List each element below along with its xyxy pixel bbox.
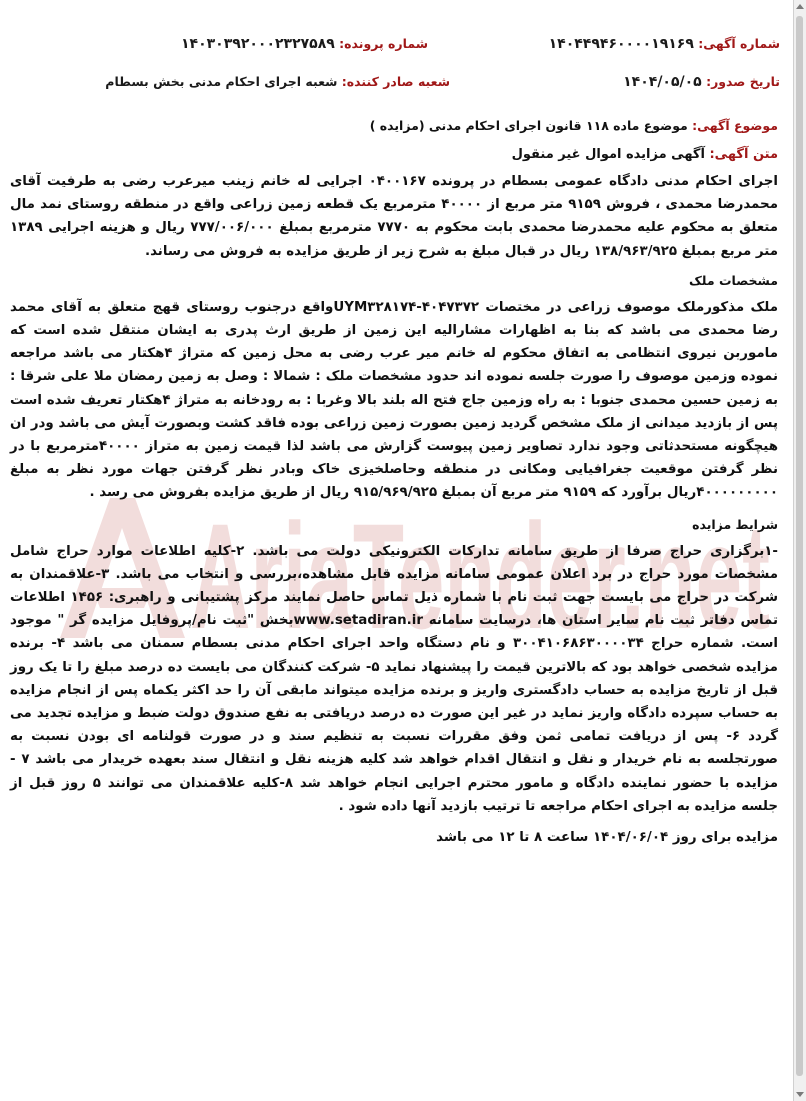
notice-number-row bbox=[549, 36, 780, 52]
auction-date-line: مزایده برای روز ۱۴۰۴/۰۶/۰۴ ساعت ۸ تا ۱۲ می باشد bbox=[436, 830, 778, 846]
scroll-down-arrow-icon[interactable] bbox=[796, 1092, 804, 1097]
scroll-up-arrow-icon[interactable] bbox=[796, 4, 804, 9]
intro-paragraph: اجرای احکام مدنی دادگاه عمومی بسطام در پرونده ۰۴۰۰۱۶۷ اجرایی له خانم زینب میرعرب رضی به طرفیت آقای محمدرضا محمدی ، فروش ۹۱۵۹ متر مربع از ۴۰۰۰۰ مترمربع یک قطعه زمین زراعی واقع در منطقه روستای نمد مال متعلق به محکوم علیه محمدرضا محمدی بابت محکوم به ۷۷۷۰ مترمربع بمبلغ ۷۷۷/۰۰۶/۰۰۰ ریال و هزینه اجرایی ۱۳۸۹ متر مربع بمبلغ ۱۳۸/۹۶۳/۹۲۵ ریال در قبال مبلغ به شرح زیر از طریق مزایده به فروش می رساند. bbox=[10, 174, 779, 259]
ad-text-label: متن آگهی: bbox=[709, 147, 778, 162]
case-number: ۱۴۰۳۰۳۹۲۰۰۰۲۳۲۷۵۸۹ bbox=[181, 36, 335, 52]
subject-text: موضوع ماده ۱۱۸ قانون اجرای احکام مدنی (مزایده ) bbox=[369, 118, 688, 133]
notice-body bbox=[10, 118, 778, 845]
ad-title: آگهی مزایده اموال غیر منقول bbox=[511, 147, 705, 162]
issue-date: ۱۴۰۴/۰۵/۰۵ bbox=[623, 74, 702, 90]
subject-label: موضوع آگهی: bbox=[692, 118, 778, 133]
case-number-label: شماره پرونده: bbox=[339, 36, 428, 51]
notice-number: ۱۴۰۴۴۹۴۶۰۰۰۰۱۹۱۶۹ bbox=[548, 36, 694, 52]
property-heading: مشخصات ملک bbox=[688, 272, 778, 288]
issuer-row bbox=[105, 74, 450, 89]
watermark-text: AriaTender.net bbox=[190, 492, 770, 648]
scroll-thumb[interactable] bbox=[796, 16, 803, 1076]
subject-line bbox=[10, 118, 778, 133]
conditions-heading: شرایط مزایده bbox=[692, 516, 778, 532]
issuer-label: شعبه صادر کننده: bbox=[341, 74, 450, 89]
case-number-row bbox=[181, 36, 428, 52]
property-paragraph: ملک مذکورملک موصوف زراعی در مختصات UYM۳۲۸۱۷۴-۴۰۴۷۳۷۲واقع درجنوب روستای قهج متعلق به آقای محمد رضا محمدی می باشد که بنا به اظهارات مشارالیه این زمین از طریق ارث پدری به ایشان منتقل شده است که ماموربن نیروی انتظامی به اتفاق محکوم له خانم میر عرب رضی به محل زمین که متراژ ۴هکتار می باشد مراجعه نموده وزمین موصوف را صورت جلسه نموده اند حدود مشخصات ملک : شمالا : وصل به زمین رمضان ملا علی شرقا : به زمین حسین محمدی جنوبا : به راه وزمین جاج فتح اله بلند بالا وغربا : به رودخانه به متراژ ۴هکتار تعریف شده است پس از بازدید میدانی از ملک مشخص گردید زمین بصورت زمین زراعی بوده فاقد کشت وبصورت آیش می باشد ودر ان هیچگونه مستحدثاتی وجود ندارد تصاویر زمین پیوست گزارش می باشد لذا قیمت زمین به متراز ۴۰۰۰۰مترمربع با در نظر گرفتن موقعیت جغرافیایی ومکانی در منطقه وحاصلخیزی خاک وبادر نظر گرفتن جهات مورد نظر به مبلغ ۴۰۰۰۰۰۰۰۰۰ریال برآورد که ۹۱۵۹ متر مربع آن بمبلغ ۹۱۵/۹۶۹/۹۲۵ ریال از طریق مزایده بفروش می رسد . bbox=[10, 299, 778, 501]
issuer: شعبه اجرای احکام مدنی بخش بسطام bbox=[105, 74, 338, 89]
conditions-paragraph: -۱برگزاری حراج صرفا از طریق سامانه تدارکات الکترونیکی دولت می باشد. ۲-کلیه اطلاعات موارد حراج شامل مشخصات مورد حراج در برد اعلان عمومی سامانه مزایده قابل مشاهده،بررسی و انتخاب می باشد. ۳-علاقمندان به شرکت در حراج می بایست جهت ثبت نام با شماره ذیل تماس حاصل نمایند مرکز پشتیبانی و راهبری: ۱۴۵۶ اطلاعات تماس دفاتر ثبت نام سایر استان ها، درسایت سامانه www.setadiran.irبخش "ثبت نام/پروفایل مزایده گر " موجود است. شماره حراج ۳۰۰۴۱۰۶۸۶۳۰۰۰۰۳۴ و نام دستگاه واحد اجرای احکام مدنی بسطام سمنان می باشد ۴- برنده مزایده شخصی خواهد بود که بالاترین قیمت را پیشنهاد نماید ۵- شرکت کنندگان می بایست ده درصد مبلغ را تا یک روز قبل از تاریخ مزایده به حساب دادگستری واریز و برنده مزایده میتواند مابقی آن را حد اکثر یکماه پس از انجام مزایده به حساب سپرده دادگاه واریز نماید در غیر این صورت ده درصد دریافتی به نفع صندوق دولت ضبط و مزایده تجدید می گردد ۶- پس از دریافت تمامی ثمن وفق مقررات نسبت به تنظیم سند و در صورت قولنامه ای بودن نسبت به صورتجلسه به نام خریدار و نقل و انتقال اقدام خواهد شد کلیه هزینه نقل و انتقال سند بعهده خریدار می باشد ۷ - مزایده با حضور نماینده دادگاه و مامور محترم اجرایی انجام خواهد شد ۸-کلیه علاقمندان می توانند ۵ روز قبل از جلسه مزایده به اجرای احکام مراجعه تا ترتیب بازدید آنها داده شود . bbox=[10, 543, 779, 814]
notice-number-label: شماره آگهی: bbox=[698, 36, 780, 51]
ad-title-line bbox=[10, 147, 778, 162]
issue-date-row bbox=[623, 74, 780, 90]
vertical-scrollbar[interactable] bbox=[793, 0, 806, 1101]
issue-date-label: تاریخ صدور: bbox=[706, 74, 780, 89]
